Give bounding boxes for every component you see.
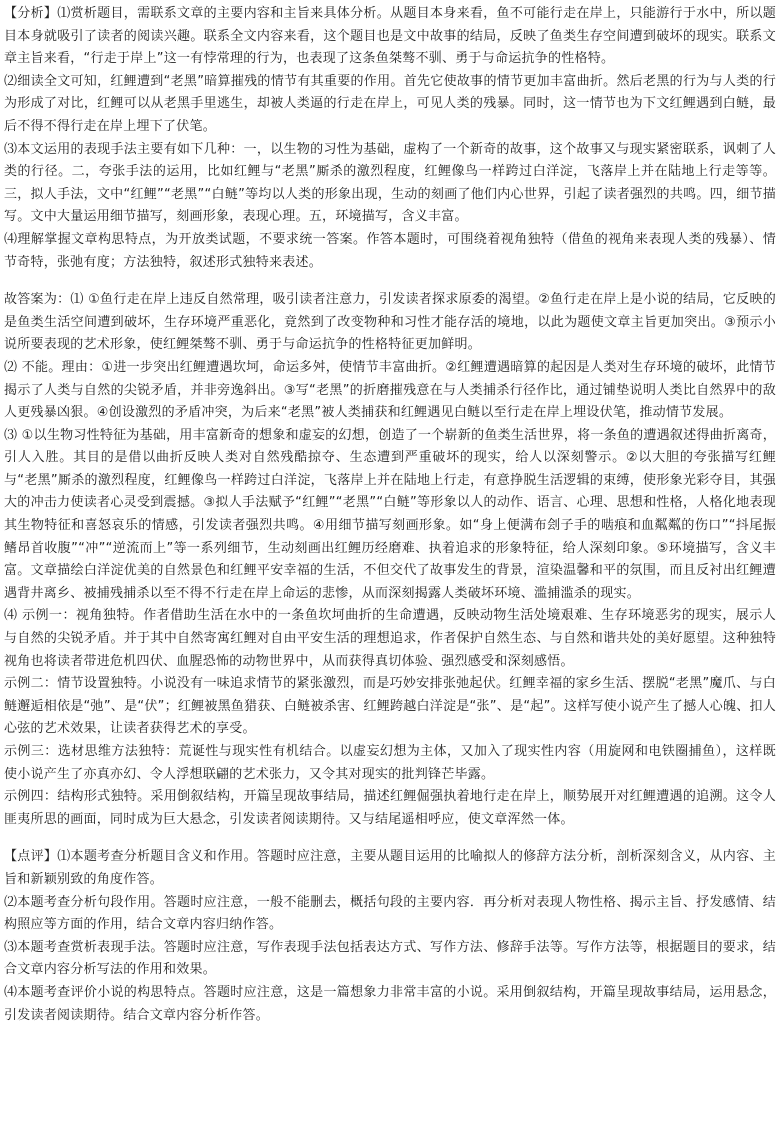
- answer-section: [4, 289, 776, 831]
- section-spacer: [4, 831, 776, 846]
- section-spacer: [4, 274, 776, 289]
- analysis-paragraph-3: ⑶本文运用的表现手法主要有如下几种：一，以生物的习性为基础，虚构了一个新奇的故事，这个故事又与现实紧密联系，讽刺了人类的行径。二，夸张手法的运用，比如红鲤与“老黑”厮杀的激烈程度，红鲤像鸟一样跨过白洋淀，飞落岸上并在陆地上行走等等。三，拟人手法，文中“红鲤”“老黑”“白鲢”等均以人类的形象出现，生动的刻画了他们内心世界，引起了读者强烈的共鸣。四，细节描写。文中大量运用细节描写，刻画形象，表现心理。五，环境描写，含义丰富。: [4, 141, 776, 225]
- answer-example-2: 示例二：情节设置独特。小说没有一味追求情节的紧张激烈，而是巧妙安排张弛起伏。红鲤幸福的家乡生活、摆脱“老黑”魔爪、与白鲢邂逅相依是“弛”、是“伏”；红鲤被黑鱼猎获、白鲢被杀害、红鲤跨越白洋淀是“张”、是“起”。这样写使小说产生了撼人心魄、扣人心弦的艺术效果，让读者获得艺术的享受。: [4, 676, 776, 737]
- analysis-section: [4, 3, 776, 274]
- comment-paragraph-3: ⑶本题考查赏析表现手法。答题时应注意，写作表现手法包括表达方式、写作方法、修辞手法等。写作方法等，根据题目的要求，结合文章内容分析写法的作用和效果。: [4, 939, 776, 978]
- answer-paragraph-3: ⑶ ①以生物习性特征为基础，用丰富新奇的想象和虚妄的幻想，创造了一个崭新的鱼类生活世界，将一条鱼的遭遇叙述得曲折离奇，引人入胜。其目的是借以曲折反映人类对自然残酷掠夺、生态遭到严重破坏的现实，给人以深刻警示。②以大胆的夸张描写红鲤与“老黑”厮杀的激烈程度，红鲤像鸟一样跨过白洋淀，飞落岸上并在陆地上行走，有意挣脱生活逻辑的束缚，使形象光彩夺目，其强大的冲击力使读者心灵受到震撼。③拟人手法赋予“红鲤”“老黑”“白鲢”等形象以人的动作、语言、心理、思想和性格，人格化地表现其生物特征和喜怒哀乐的情感，引发读者强烈共鸣。④用细节描写刻画形象。如“身上便满布刽子手的啮痕和血粼粼的伤口”“抖尾振鳍昂首收腹”“冲”“逆流而上”等一系列细节，生动刻画出红鲤历经磨难、执着追求的形象特征，给人深刻印象。⑤环境描写，含义丰富。文章描绘白洋淀优美的自然景色和红鲤平安幸福的生活，不但交代了故事发生的背景，渲染温馨和平的氛围，而且反衬出红鲤遭遇背井离乡、被捕残捕杀以至不得不行走在岸上命运的悲惨，从而深刻揭露人类破坏环境、滥捕滥杀的现实。: [4, 427, 776, 601]
- analysis-paragraph-2: ⑵细读全文可知，红鲤遭到“老黑”暗算摧残的情节有其重要的作用。首先它使故事的情节更加丰富曲折。然后老黑的行为与人类的行为形成了对比，红鲤可以从老黑手里逃生，却被人类逼的行走在岸上，可见人类的残暴。同时，这一情节也为下文红鲤遇到白鲢，最后不得不得行走在岸上埋下了伏笔。: [4, 73, 776, 134]
- comment-paragraph-4: ⑷本题考查评价小说的构思特点。答题时应注意，这是一篇想象力非常丰富的小说。采用倒叙结构，开篇呈现故事结局，运用悬念，引发读者阅读期待。结合文章内容分析作答。: [4, 984, 776, 1023]
- comment-paragraph-1: 【点评】⑴本题考查分析题目含义和作用。答题时应注意，主要从题目运用的比喻拟人的修辞方法分析，剖析深刻含义，从内容、主旨和新颖别致的角度作答。: [4, 849, 776, 887]
- analysis-paragraph-1: 【分析】⑴赏析题目，需联系文章的主要内容和主旨来具体分析。从题目本身来看，鱼不可能行走在岸上，只能游行于水中，所以题目本身就吸引了读者的阅读兴趣。联系全文内容来看，这个题目也是文中故事的结局，反映了鱼类生存空间遭到破坏的现实。联系文章主旨来看，“行走于岸上”这一有悖常理的行为，也表现了这条鱼桀骜不驯、勇于与命运抗争的性格特。: [4, 6, 776, 67]
- answer-paragraph-1: 故答案为：⑴ ①鱼行走在岸上违反自然常理，吸引读者注意力，引发读者探求原委的渴望。②鱼行走在岸上是小说的结局，它反映的是鱼类生活空间遭到破坏，生存环境严重恶化，竟然到了改变物种和习性才能存活的境地，以此为题使文章主旨更加突出。③预示小说所要表现的艺术形象，使红鲤桀骜不驯、勇于与命运抗争的性格特征更加鲜明。: [4, 292, 776, 353]
- answer-paragraph-2: ⑵ 不能。理由：①进一步突出红鲤遭遇坎坷，命运多舛，使情节丰富曲折。②红鲤遭遇暗算的起因是人类对生存环境的破坏，此情节揭示了人类与自然的尖锐矛盾，并非旁逸斜出。③写“老黑”的折磨摧残意在与人类捕杀行径作比，通过铺垫说明人类比自然界中的敌人更残暴凶狠。④创设激烈的矛盾冲突，为后来“老黑”被人类捕获和红鲤遇见白鲢以至行走在岸上埋设伏笔，推动情节发展。: [4, 359, 776, 421]
- comment-section: [4, 846, 776, 1027]
- comment-paragraph-2: ⑵本题考查分析句段作用。答题时应注意，一般不能删去，概括句段的主要内容．再分析对表现人物性格、揭示主旨、抒发感情、结构照应等方面的作用，结合文章内容归纳作答。: [4, 894, 776, 933]
- analysis-paragraph-4: ⑷理解掌握文章构思特点，为开放类试题，不要求统一答案。作答本题时，可围绕着视角独特（借鱼的视角来表现人类的残暴）、情节奇特，张弛有度；方法独特，叙述形式独特来表述。: [4, 231, 776, 270]
- answer-example-4: 示例四：结构形式独特。采用倒叙结构，开篇呈现故事结局，描述红鲤倔强执着地行走在岸上，顺势展开对红鲤遭遇的追溯。这令人匪夷所思的画面，同时成为巨大悬念，引发读者阅读期待。又与结尾遥相呼应，使文章浑然一体。: [4, 789, 776, 827]
- answer-paragraph-4: ⑷ 示例一：视角独特。作者借助生活在水中的一条鱼坎坷曲折的生命遭遇，反映动物生活处境艰难、生存环境恶劣的现实，展示人与自然的尖锐矛盾。并于其中自然寄寓红鲤对自由平安生活的理想追求，作者保护自然生态、与自然和谐共处的美好愿望。这种独特视角也将读者带进危机四伏、血腥恐怖的动物世界中，从而获得真切体验、强烈感受和深刻感悟。: [4, 608, 776, 669]
- answer-example-3: 示例三：选材思维方法独特：荒诞性与现实性有机结合。以虚妄幻想为主体，又加入了现实性内容（用旋网和电铁圈捕鱼），这样既使小说产生了亦真亦幻、令人浮想联翩的艺术张力，又令其对现实的批判锋芒毕露。: [4, 744, 776, 782]
